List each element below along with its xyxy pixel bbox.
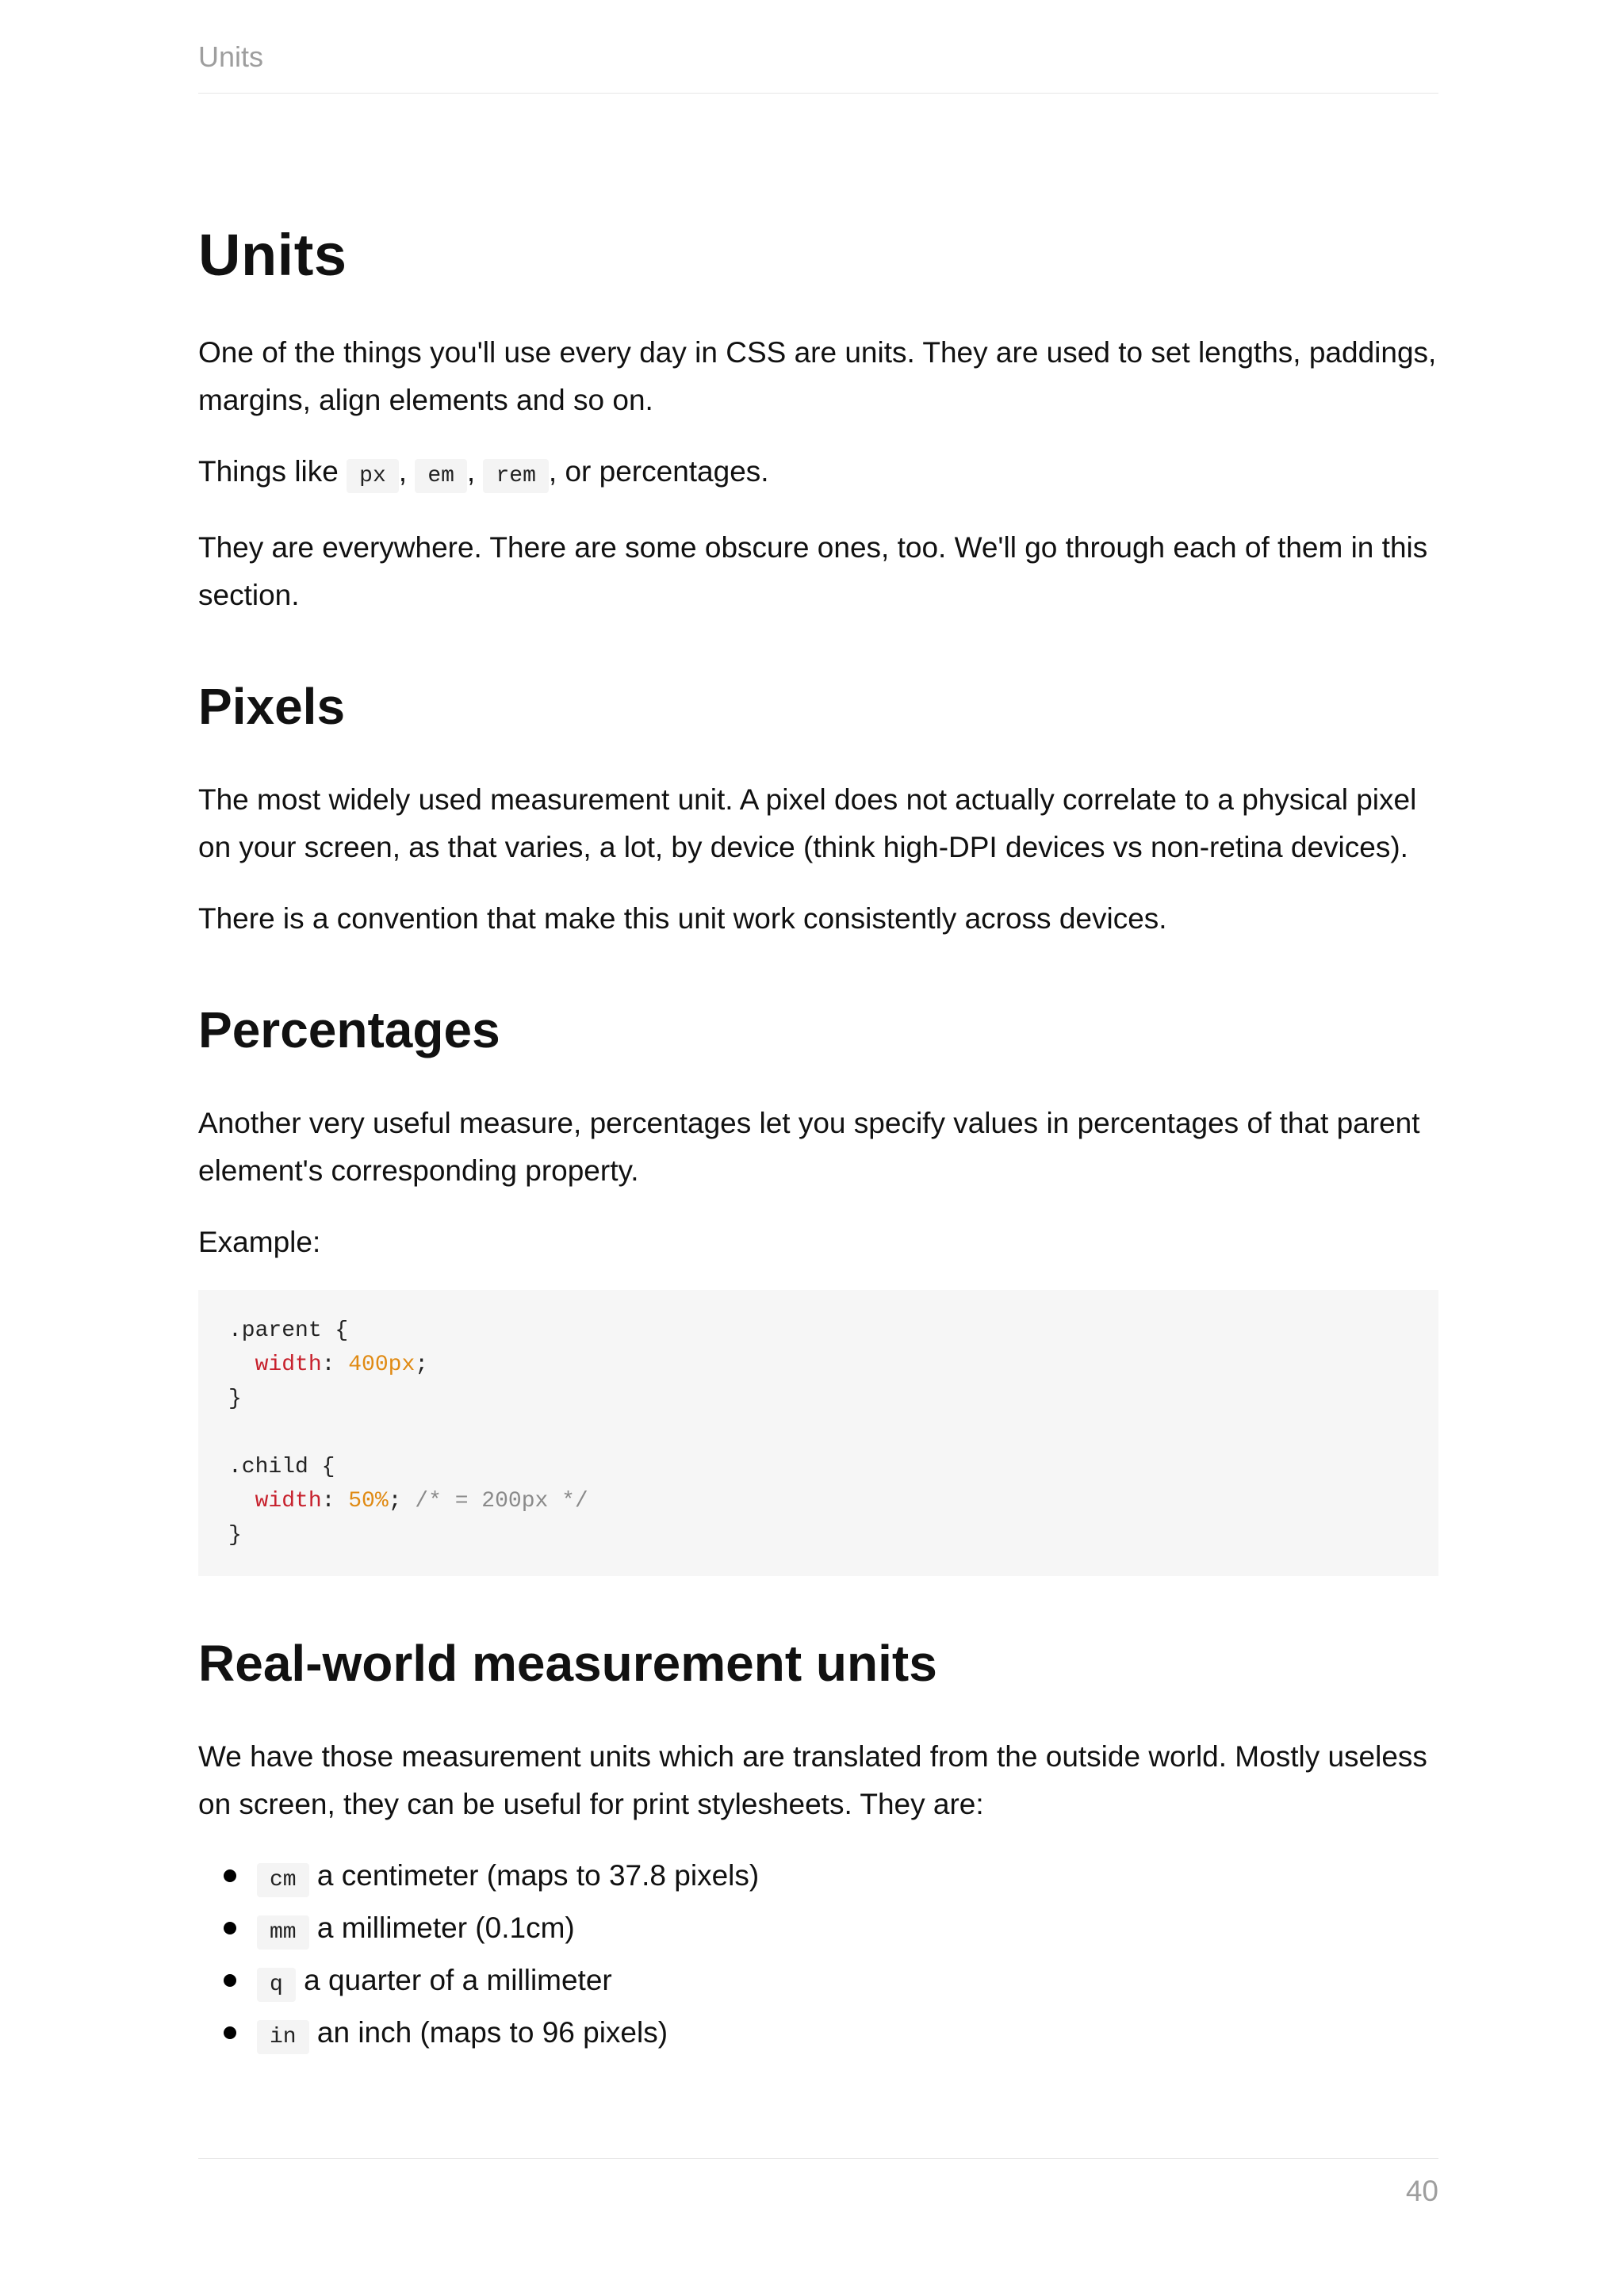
bullet-icon bbox=[224, 1869, 236, 1882]
list-item: q a quarter of a millimeter bbox=[198, 1957, 1438, 2009]
bullet-icon bbox=[224, 2026, 236, 2039]
inline-code-mm: mm bbox=[257, 1915, 309, 1950]
percentages-example-label: Example: bbox=[198, 1226, 321, 1258]
page-header bbox=[198, 38, 1438, 94]
heading-pixels: Pixels bbox=[198, 678, 346, 735]
units-p2-tail: , or percentages. bbox=[548, 455, 769, 488]
units-paragraph-1: One of the things you'll use every day in CSS are units. They are used to set lengths, paddings, margins, align elements and so on. bbox=[198, 336, 1437, 416]
inline-code-em: em bbox=[415, 459, 467, 493]
list-item: mm a millimeter (0.1cm) bbox=[198, 1904, 1438, 1957]
inline-code-px: px bbox=[347, 459, 399, 493]
code-comment: /* = 200px */ bbox=[415, 1489, 588, 1513]
percentages-paragraph-1: Another very useful measure, percentages let you specify values in percentages of that parent element's corresponding property. bbox=[198, 1107, 1420, 1187]
page-content bbox=[198, 222, 1438, 2061]
heading-units: Units bbox=[198, 222, 347, 288]
bullet-icon bbox=[224, 1974, 236, 1987]
page-number: 40 bbox=[1405, 2175, 1438, 2207]
page-footer bbox=[198, 2158, 1438, 2207]
list-item: in an inch (maps to 96 pixels) bbox=[198, 2009, 1438, 2061]
bullet-icon bbox=[224, 1922, 236, 1934]
code-value-400px: 400px bbox=[348, 1353, 416, 1377]
running-title: Units bbox=[198, 40, 264, 73]
inline-code-rem: rem bbox=[483, 459, 548, 493]
heading-percentages: Percentages bbox=[198, 1001, 500, 1058]
heading-real-world: Real-world measurement units bbox=[198, 1635, 937, 1692]
inline-code-cm: cm bbox=[257, 1863, 309, 1897]
units-paragraph-3: They are everywhere. There are some obscure ones, too. We'll go through each of them in this section. bbox=[198, 531, 1428, 611]
inline-code-q: q bbox=[257, 1968, 296, 2002]
code-value-50pct: 50% bbox=[348, 1489, 389, 1513]
units-paragraph-2: Things like px , em , rem , or percentages. bbox=[198, 448, 1438, 500]
code-prop: width bbox=[255, 1353, 322, 1377]
code-block: .parent { width: 400px; } .child { width: 50%; /* = 200px */ } bbox=[198, 1290, 1438, 1576]
inline-code-in: in bbox=[257, 2020, 309, 2054]
pixels-paragraph-1: The most widely used measurement unit. A pixel does not actually correlate to a physical pixel on your screen, as that varies, a lot, by device (think high-DPI devices vs non-retina devices). bbox=[198, 783, 1417, 863]
units-p2-lead: Things like bbox=[198, 455, 347, 488]
real-world-paragraph-1: We have those measurement units which are translated from the outside world. Mostly useless on screen, they can be useful for print stylesheets. They are: bbox=[198, 1740, 1427, 1820]
code-prop: width bbox=[255, 1489, 322, 1513]
list-item: cm a centimeter (maps to 37.8 pixels) bbox=[198, 1852, 1438, 1904]
pixels-paragraph-2: There is a convention that make this unit work consistently across devices. bbox=[198, 902, 1167, 935]
unit-list bbox=[198, 1852, 1438, 2061]
